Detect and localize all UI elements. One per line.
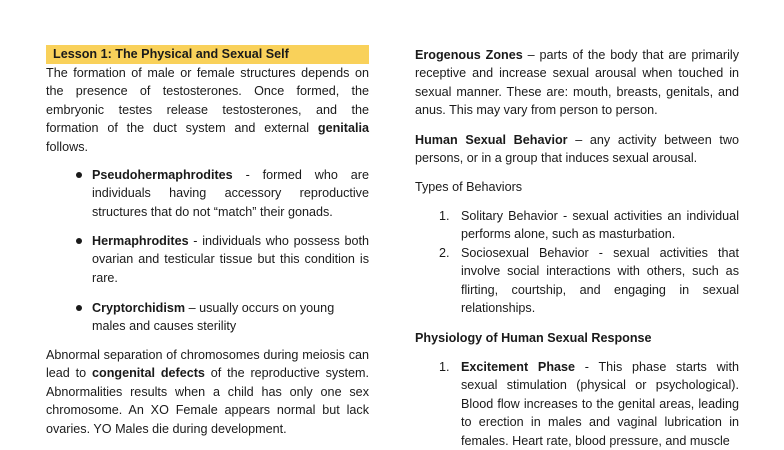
bullet-icon: [76, 238, 82, 244]
bullet-item-hermaphrodites: Hermaphrodites - individuals who possess both ovarian and testicular tissue but this condition is rare.: [92, 234, 369, 285]
intro-paragraph: The formation of male or female structures depends on the presence of testosterones. Once formed, the embryonic testes release testosterones, and the formation of the duct system and external genitalia follows.: [46, 66, 369, 154]
list-number: 1.: [439, 209, 450, 223]
bullet-icon: [76, 305, 82, 311]
bullet-item-cryptorchidism: Cryptorchidism – usually occurs on young males and causes sterility: [92, 301, 335, 334]
types-heading: Types of Behaviors: [415, 180, 523, 194]
bullet-icon: [76, 172, 82, 178]
closing-paragraph: Abnormal separation of chromosomes during meiosis can lead to congenital defects of the reproductive system. Abnormalities results when a child has only one sex chromosome. An XO Female appears normal but lack ovaries. YO Males die during development.: [46, 348, 369, 436]
list-number: 1.: [439, 360, 450, 374]
phase-item-excitement: Excitement Phase - This phase starts with sexual stimulation (physical or psychological). Blood flow increases to the genital areas, leading to erection in males and vaginal lubrication in females. Heart rate, blood pressure, and muscle: [461, 360, 739, 448]
sexual-behavior-paragraph: Human Sexual Behavior – any activity between two persons, or in a group that induces sexual arousal.: [415, 133, 739, 166]
behavior-item-solitary: Solitary Behavior - sexual activities an individual performs alone, such as masturbation.: [461, 209, 739, 242]
behavior-item-sociosexual: Sociosexual Behavior - sexual activities that involve social interactions with others, such as flirting, courtship, and engaging in sexual relationships.: [461, 246, 739, 316]
lesson-heading: Lesson 1: The Physical and Sexual Self: [46, 45, 369, 64]
list-number: 2.: [439, 246, 450, 260]
erogenous-zones-paragraph: Erogenous Zones – parts of the body that are primarily receptive and increase sexual arousal when touched in sexual manner. These are: mouth, breasts, genitals, and anus. This may vary from person to person.: [415, 48, 740, 118]
bullet-item-pseudohermaphrodites: Pseudohermaphrodites - formed who are individuals having accessory reproductive structures that do not “match” their gonads.: [92, 168, 369, 219]
physiology-heading: Physiology of Human Sexual Response: [415, 331, 652, 345]
